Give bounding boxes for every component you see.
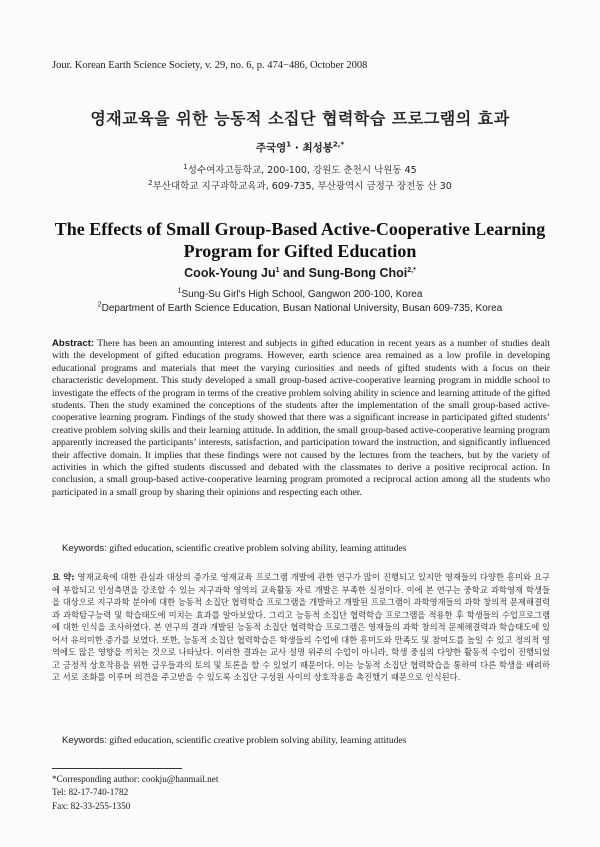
korean-author-2: 최성봉 [302, 142, 333, 154]
korean-affiliation-1-sup: 1 [183, 162, 188, 171]
korean-affiliation-2 [0, 178, 600, 192]
english-affiliation-2 [0, 303, 600, 314]
korean-keywords [62, 735, 550, 746]
korean-author-separator: · [291, 142, 303, 154]
english-abstract-text: There has been an amounting interest and subjects in gifted education in recent years as a number of studies dealt with the development of gifted education programs. However, earth science area remained as a low profile in developing educational programs and materials that meet the varying curiosities and needs of gifted students with a focus on their characteristic development. This study developed a small group-based active-cooperative learning program in middle school to investigate the effects of the program in terms of the creative problem solving ability in science and learning attitude of the gifted students. Then the study examined the conceptions of the students after the implementation of the small group-based active-cooperative learning program. Findings of the study showed that there was a significant increase in participated gifted students’ creative problem solving skills and their learning attitude. In addition, the small group-based active-cooperative learning program apparently increased the participants’ interests, satisfaction, and participation toward the instruction, and significantly influenced their affective domain. It implies that these findings were not caused by the lectures from the teachers, but by the variety of activities in which the gifted students discussed and debated with the classmates to derive a positive reciprocal action. In conclusion, a small group-based active-cooperative learning program promoted a reciprocal action among all the students who participated in a small group by sharing their opinions and respecting each other. [52, 338, 550, 498]
telephone: Tel: 82-17-740-1782 [52, 787, 129, 798]
korean-authors [0, 140, 600, 155]
korean-keywords-label: Keywords: [62, 735, 107, 746]
english-author-and: and [279, 266, 309, 280]
english-affiliation-2-text: Department of Earth Science Education, Busan National University, Busan 609-735, Korea [101, 303, 503, 314]
korean-keywords-text: gifted education, scientific creative problem solving ability, learning attitudes [106, 735, 407, 746]
korean-affiliation-1-text: 성수여자고등학교, 200-100, 강원도 춘천시 낙원동 45 [187, 165, 417, 176]
fax: Fax: 82-33-255-1350 [52, 800, 131, 811]
english-title-line-1: The Effects of Small Group-Based Active-Cooperative Learning [54, 219, 546, 239]
journal-reference: Jour. Korean Earth Science Society, v. 29, no. 6, p. 474−486, October 2008 [52, 60, 368, 71]
korean-affiliation-2-sup: 2 [148, 178, 153, 187]
english-abstract [52, 338, 550, 499]
english-keywords-label: Keywords: [62, 543, 107, 554]
english-author-2: Sung-Bong Choi [308, 266, 408, 280]
korean-affiliation-2-text: 부산대학교 지구과학교육과, 609-735, 부산광역시 금정구 장전동 산 30 [152, 181, 452, 192]
korean-abstract-text: 영재교육에 대한 관심과 대상의 증가로 영재교육 프로그램 개발에 관한 연구가 많이 진행되고 있지만 영재들의 다양한 흥미와 요구에 부합되고 인성측면을 강조할 수 있는 지구과학 영역의 교육활동 자료 개발은 부족한 실정이다. 이에 본 연구는 중학교 과학영재 학생들을 대상으로 지구과학 분야에 대한 능동적 소집단 협력학습 프로그램을 개발하고 개발된 프로그램이 과학영재들의 과학 창의적 문제해결력과 과학탐구능력 및 학습태도에 미치는 효과를 알아보았다. 그리고 능동적 소집단 협력학습 프로그램을 적용한 후 학생들의 수업프로그램에 대한 인식을 조사하였다. 본 연구의 결과 개발된 능동적 소집단 협력학습 프로그램은 영재들의 과학 창의적 문제해결력과 학습태도에 있어서 유의미한 증가를 보였다. 또한, 능동적 소집단 협력학습은 학생들의 수업에 대한 흥미도와 만족도 및 참여도를 높일 수 있고 정의적 영역에도 많은 영향을 끼치는 것으로 나타났다. 이러한 결과는 교사 설명 위주의 수업이 아니라, 학생 중심의 다양한 활동적 수업이 진행되었고 긍정적 상호작용을 위한 급우들과의 토의 및 토론을 할 수 있었기 때문이다. 이는 능동적 소집단 협력학습을 통하여 다른 학생을 배려하고 서로 조화를 이루며 의견을 주고받을 수 있도록 소집단 구성원 사이의 상호작용을 촉진했기 때문으로 인식된다. [52, 572, 550, 682]
english-affiliation-1 [0, 289, 600, 300]
corresponding-author: *Corresponding author: cookju@hanmail.net [52, 774, 219, 784]
english-authors [0, 266, 600, 280]
korean-abstract-label: 요 약: [52, 572, 75, 582]
korean-abstract [52, 571, 550, 684]
english-author-2-sup: 2,* [407, 266, 416, 274]
footnote-divider [52, 768, 182, 769]
english-affiliation-2-sup: 2 [97, 301, 102, 309]
korean-affiliation-1 [0, 162, 600, 176]
english-title [0, 218, 600, 262]
english-title-line-2: Program for Gifted Education [183, 241, 417, 261]
korean-author-1-sup: 1 [286, 140, 292, 149]
english-author-1-sup: 1 [275, 266, 280, 274]
english-affiliation-1-sup: 1 [177, 287, 182, 295]
korean-title: 영재교육을 위한 능동적 소집단 협력학습 프로그램의 효과 [90, 109, 510, 128]
korean-author-1: 주국영 [255, 142, 287, 154]
korean-author-2-sup: 2,* [332, 140, 345, 149]
english-author-1: Cook-Young Ju [184, 266, 276, 280]
footnote [52, 773, 218, 813]
english-keywords-text: gifted education, scientific creative problem solving ability, learning attitudes [106, 543, 407, 554]
english-affiliation-1-text: Sung-Su Girl's High School, Gangwon 200-100, Korea [181, 289, 423, 300]
english-abstract-label: Abstract: [52, 338, 95, 349]
english-keywords [62, 543, 550, 554]
